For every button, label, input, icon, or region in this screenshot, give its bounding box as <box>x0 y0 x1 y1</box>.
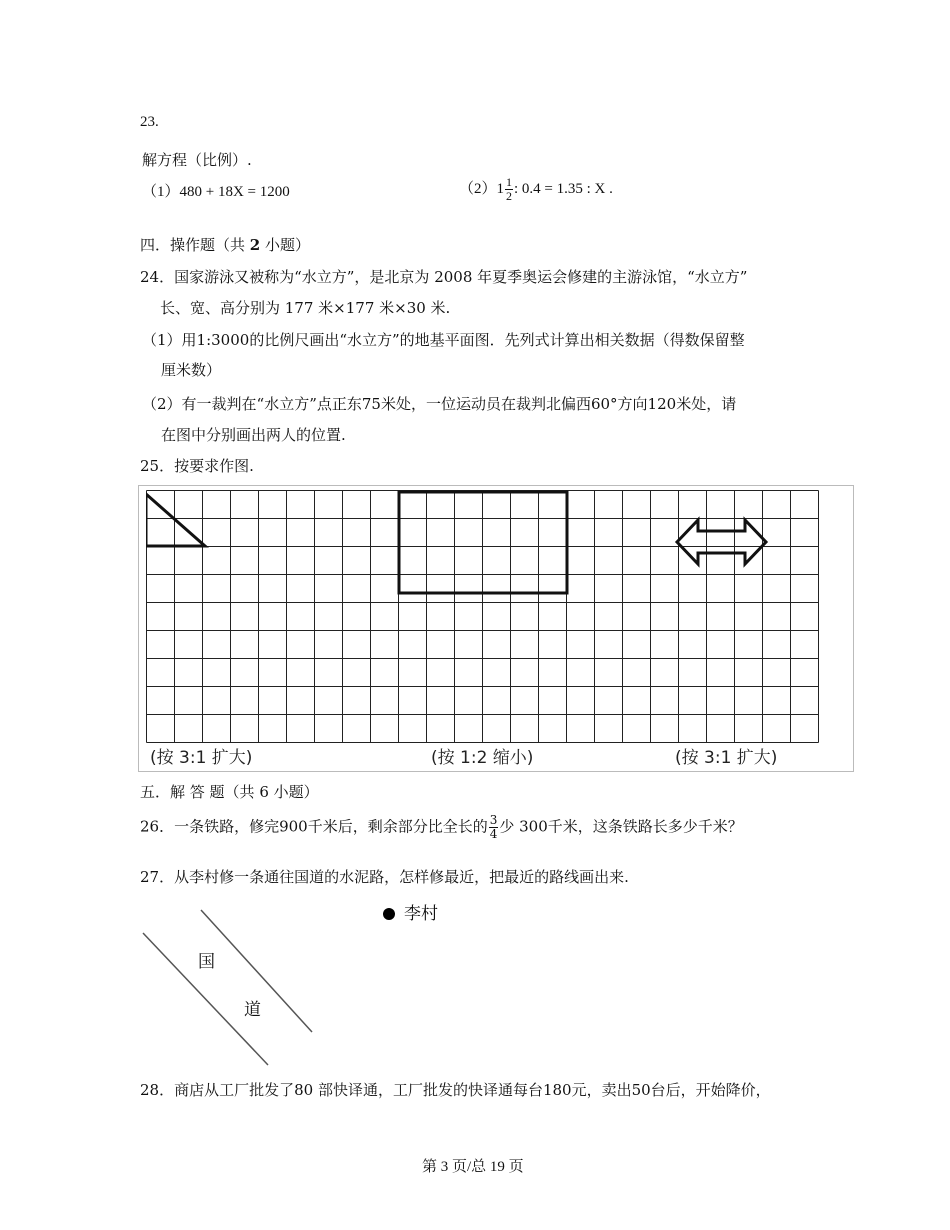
equation-2-rest: : 0.4 = 1.35 : X . <box>514 180 613 197</box>
fraction-denominator: 2 <box>506 189 513 203</box>
equation-2 <box>459 176 613 203</box>
village-dot-icon <box>383 908 395 920</box>
section-5-title <box>140 781 319 802</box>
question-24-line-1: 24．国家游泳又被称为“水立方”，是北京为 2008 年夏季奥运会修建的主游泳馆，“水立方” <box>140 268 748 286</box>
caption-enlarge-right: (按 3:1 扩大) <box>675 748 778 768</box>
question-24-part-1-line-2: 厘米数） <box>161 361 222 379</box>
question-23-number: 23. <box>140 114 159 130</box>
double-arrow-shape <box>677 520 766 564</box>
question-26 <box>140 814 743 841</box>
section-5-prefix: 五．解 答 题（共 <box>140 783 260 801</box>
equation-2-whole: 1 <box>496 180 505 197</box>
grid-canvas <box>146 490 851 750</box>
question-26-text-before: 26．一条铁路，修完900千米后，剩余部分比全长的 <box>140 817 488 836</box>
road-diagram <box>135 900 395 1070</box>
right-triangle-shape <box>146 494 205 546</box>
question-24-line-2: 长、宽、高分别为 177 米×177 米×30 米. <box>160 299 451 317</box>
section-5-suffix: 小题） <box>268 783 319 801</box>
section-5-count: 6 <box>259 783 269 801</box>
section-4-title <box>140 234 310 255</box>
equation-2-label: （2） <box>459 180 497 197</box>
road-label-char-2: 道 <box>244 1000 261 1020</box>
grid-figure <box>138 485 854 772</box>
equation-1-body: 480 + 18X = 1200 <box>179 184 290 200</box>
equation-2-fraction <box>505 176 513 203</box>
village-label: 李村 <box>404 904 438 924</box>
question-24-part-1-line-1: （1）用1:3000的比例尺画出“水立方”的地基平面图．先列式计算出相关数据（得数保留整 <box>142 331 745 349</box>
question-23-instruction: 解方程（比例）. <box>142 151 252 169</box>
question-26-text-after: 少 300千米，这条铁路长多少千米？ <box>499 817 743 836</box>
question-24-part-2-line-2: 在图中分别画出两人的位置. <box>161 426 346 444</box>
question-27-text: 27．从李村修一条通往国道的水泥路，怎样修最近，把最近的路线画出来. <box>140 868 629 886</box>
fraction-numerator: 3 <box>489 813 498 827</box>
caption-reduce: (按 1:2 缩小) <box>431 748 534 768</box>
fraction-numerator: 1 <box>506 175 513 189</box>
section-4-count: 2 <box>249 236 261 254</box>
section-4-prefix: 四．操作题（共 <box>140 236 250 254</box>
page-footer: 第 3 页/总 19 页 <box>422 1159 524 1175</box>
section-4-suffix: 小题） <box>260 236 310 254</box>
equation-1 <box>142 180 290 201</box>
question-24-part-2-line-1: （2）有一裁判在“水立方”点正东75米处，一位运动员在裁判北偏西60°方向120米处，请 <box>142 395 737 413</box>
equation-1-label: （1） <box>142 184 180 200</box>
question-25-title: 25．按要求作图. <box>140 457 254 475</box>
question-28-text: 28．商店从工厂批发了80 部快译通，工厂批发的快译通每台180元，卖出50台后，开始降价， <box>140 1081 771 1099</box>
question-26-fraction <box>489 814 499 841</box>
fraction-denominator: 4 <box>489 827 498 841</box>
caption-enlarge-left: (按 3:1 扩大) <box>150 748 253 768</box>
grid-lines <box>147 491 819 743</box>
road-label-char-1: 国 <box>198 952 215 972</box>
